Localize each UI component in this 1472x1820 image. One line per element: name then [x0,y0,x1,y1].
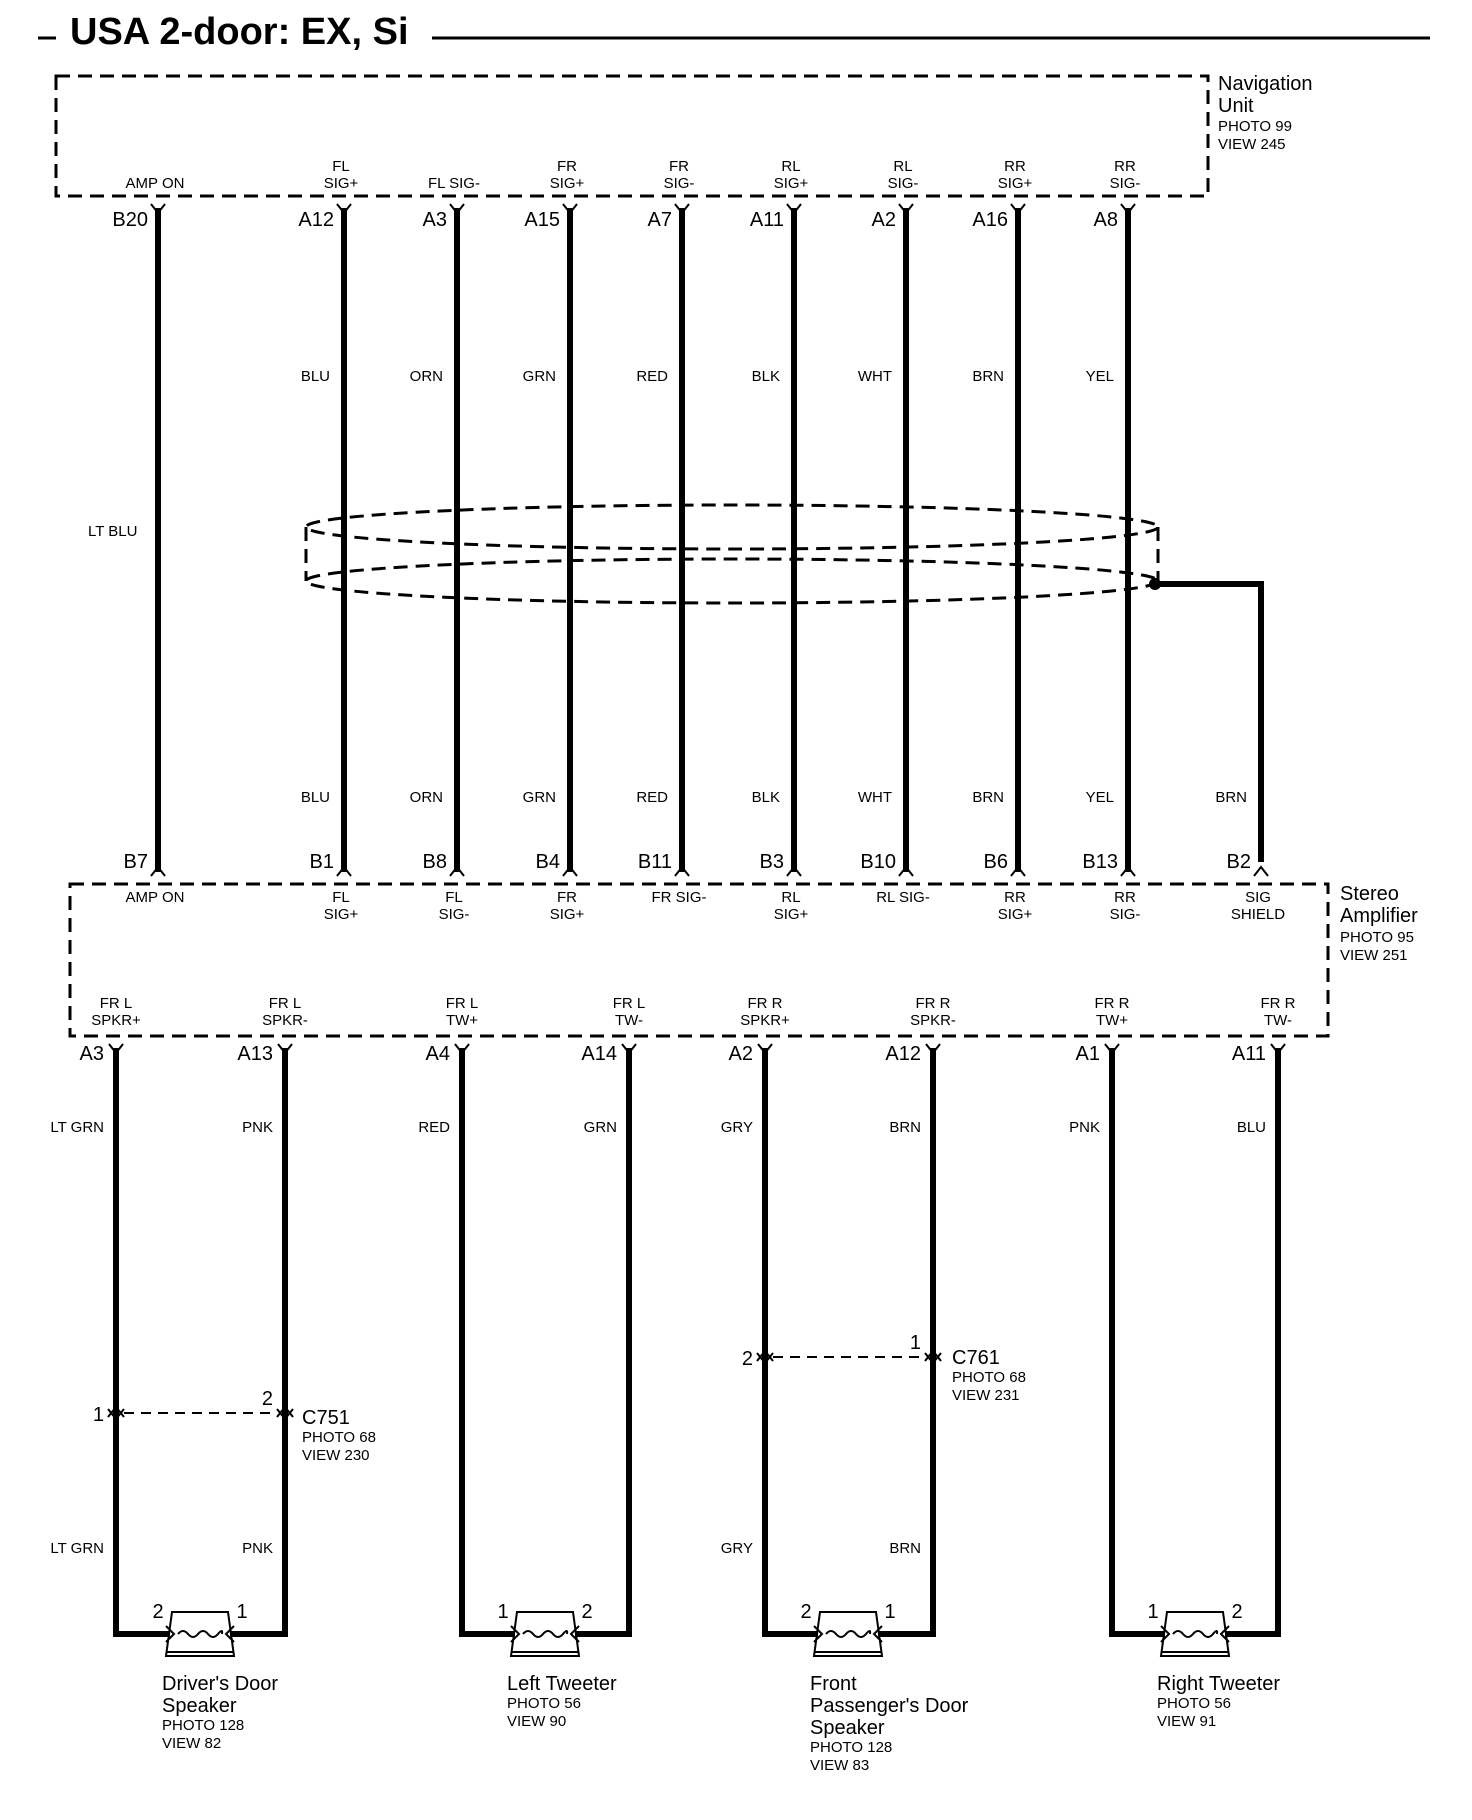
nav-pin-number: A15 [524,209,560,231]
speaker-cone [1161,1612,1229,1656]
stereo-amplifier-name-line1: Stereo [1340,883,1399,905]
amp-output-pin-label: FR L [445,995,479,1012]
speaker-coil [523,1631,567,1637]
connector-terminal-number: 1 [909,1332,921,1354]
wire-color-label-top: BRN [972,368,1004,385]
speaker-view: VIEW 82 [162,1735,222,1752]
speaker-icon [1161,1612,1229,1656]
amp-input-pin-number: B10 [860,851,896,873]
nav-pin-number: A8 [1093,209,1118,231]
speaker-photo: PHOTO 56 [507,1695,581,1712]
nav-pin-label: FL [332,158,350,175]
nav-pin-number: A16 [972,209,1008,231]
nav-pin-label: SIG- [887,175,919,192]
amp-input-pin-label: RR [1114,889,1136,906]
nav-pin-label: FR [669,158,689,175]
amp-input-pin-label: SIG- [1109,906,1141,923]
lower-wire-color-label: GRY [720,1119,753,1136]
lower-wire-color-label: PNK [242,1119,273,1136]
speaker-terminal-number: 1 [497,1601,509,1623]
amp-output-pin-number: A2 [728,1043,753,1065]
amp-output-pin-label: SPKR- [262,1012,308,1029]
nav-pin-number: A7 [647,209,672,231]
speaker-cone [814,1612,882,1656]
speaker-0 [116,1601,285,1752]
wire-color-label-bottom: BLU [300,789,330,806]
amp-output-pin-label: FR R [747,995,783,1012]
speaker-cone [511,1612,579,1656]
wire-color-label-top: YEL [1085,368,1114,385]
amp-input-pin-label: SHIELD [1230,906,1286,923]
speaker-name: Passenger's Door [810,1695,969,1717]
amp-input-pin-label: FL [445,889,463,906]
nav-pin-label: SIG+ [549,175,585,192]
amp-input-pin-number: B1 [309,851,334,873]
amp-output-pin-label: SPKR+ [740,1012,790,1029]
wire-color-label-bottom: YEL [1085,789,1114,806]
amplifier-input-pins [124,851,1286,923]
nav-pin-label: RR [1004,158,1026,175]
amp-input-pin-number: B6 [983,851,1008,873]
nav-pin-label: RL [893,158,913,175]
speaker-cone [166,1612,234,1656]
lower-wire-color-label: BLU [1236,1119,1266,1136]
wire-color-label-bottom: WHT [857,789,892,806]
speaker-name: Speaker [162,1695,237,1717]
signal-cable-shield [306,505,1261,862]
nav-pin-number: B20 [112,209,148,231]
speaker-name: Right Tweeter [1157,1673,1281,1695]
speaker-terminal-number: 2 [581,1601,593,1623]
nav-pin-label: SIG- [663,175,695,192]
amp-input-pin-number: B8 [422,851,447,873]
wire-color-label-top: RED [636,368,668,385]
connector-c761 [742,1332,1026,1404]
amp-input-pin-number: B3 [759,851,784,873]
amp-output-pin-label: FR L [612,995,646,1012]
navigation-unit-photo: PHOTO 99 [1218,118,1292,135]
speaker-photo: PHOTO 56 [1157,1695,1231,1712]
nav-pin-label: SIG+ [323,175,359,192]
lower-wire-color-label: PNK [1069,1119,1100,1136]
speaker-name: Left Tweeter [507,1673,617,1695]
shield-bottom-ellipse [306,559,1158,603]
stereo-amplifier-view: VIEW 251 [1340,947,1408,964]
amp-output-pin-label: SPKR- [910,1012,956,1029]
amp-input-pin-label: FR SIG- [651,889,707,906]
speaker-coil [826,1631,870,1637]
speaker-3 [1112,1601,1280,1730]
amp-input-pin-label: SIG+ [997,906,1033,923]
speaker-photo: PHOTO 128 [162,1717,245,1734]
speakers [116,1601,1280,1774]
connector-name: C761 [952,1347,1000,1369]
nav-pin-label: AMP ON [125,175,185,192]
speaker-terminal-number: 2 [800,1601,812,1623]
connector-terminal-number: 2 [261,1388,273,1410]
amp-input-pin-label: RR [1004,889,1026,906]
wire-color-label-bottom: BLK [751,789,780,806]
speaker-terminal-number: 1 [236,1601,248,1623]
nav-pin-number: A11 [749,209,784,231]
amp-output-pin-number: A13 [237,1043,273,1065]
amp-output-pin-number: A3 [79,1043,104,1065]
connector-view: VIEW 230 [302,1447,370,1464]
speaker-terminal-number: 2 [1231,1601,1243,1623]
speaker-icon [511,1612,579,1656]
wire-color-label-bottom: GRN [522,789,556,806]
navigation-unit-box [56,76,1208,196]
wire-color-label-bottom: BRN [1215,789,1247,806]
speaker-terminal-number: 1 [884,1601,896,1623]
connector-view: VIEW 231 [952,1387,1020,1404]
nav-pin-label: RL [781,158,801,175]
amp-output-pin-number: A12 [885,1043,921,1065]
amp-output-pin-number: A4 [425,1043,450,1065]
stereo-amplifier-name-line2: Amplifier [1340,905,1418,927]
connector-photo: PHOTO 68 [952,1369,1026,1386]
speaker-view: VIEW 90 [507,1713,567,1730]
amp-output-pin-label: FR R [1260,995,1296,1012]
amp-output-pin-label: TW+ [1095,1012,1129,1029]
amp-input-pin-label: RL [781,889,801,906]
speaker-photo: PHOTO 128 [810,1739,893,1756]
speaker-icon [814,1612,882,1656]
amp-output-pin-number: A14 [581,1043,617,1065]
diagram-title: USA 2-door: EX, Si [70,11,409,53]
lower-wire-color-label-after-connector: PNK [242,1540,273,1557]
amp-output-pin-label: FR R [1094,995,1130,1012]
amp-on-wire-color: LT BLU [88,523,138,540]
lower-wire-color-label: BRN [889,1119,921,1136]
speaker-icon [166,1612,234,1656]
amp-input-pin-number: B11 [637,851,672,873]
lower-wires [50,1048,1278,1634]
amp-input-pin-number: B13 [1082,851,1118,873]
amp-input-pin-number: B4 [535,851,560,873]
amp-input-pin-label: AMP ON [125,889,185,906]
amp-input-pin-label: FL [332,889,350,906]
speaker-coil [178,1631,222,1637]
wire-color-label-top: BLU [300,368,330,385]
amp-input-pin-label: SIG+ [773,906,809,923]
connector-terminal-number: 2 [741,1348,753,1370]
amp-input-pin-number: B2 [1226,851,1251,873]
navigation-unit-view: VIEW 245 [1218,136,1286,153]
lower-wire-color-label: GRN [583,1119,617,1136]
shield-top-ellipse [306,505,1158,549]
nav-pin-number: A2 [871,209,896,231]
amp-input-pin-label: RL SIG- [876,889,930,906]
speaker-terminal-number: 2 [152,1601,164,1623]
connector-c751 [93,1388,376,1464]
wire-color-label-top: BLK [751,368,780,385]
nav-pin-label: FL SIG- [428,175,480,192]
amp-input-pin-label: SIG [1245,889,1271,906]
wire-color-label-top: WHT [857,368,892,385]
connector-name: C751 [302,1407,350,1429]
inline-connectors [93,1332,1026,1464]
amp-output-pin-label: FR L [268,995,302,1012]
wire-color-label-bottom: ORN [409,789,443,806]
speaker-1 [462,1601,629,1730]
speaker-name: Driver's Door [162,1673,279,1695]
nav-pin-label: FR [557,158,577,175]
speaker-coil [1173,1631,1217,1637]
wire-color-label-bottom: BRN [972,789,1004,806]
amp-output-pin-label: TW- [614,1012,644,1029]
lower-wire-color-label-after-connector: LT GRN [50,1540,104,1557]
amp-input-pin-label: SIG- [438,906,470,923]
wire-color-label-bottom: RED [636,789,668,806]
lower-wire-color-label: LT GRN [50,1119,104,1136]
lower-wire-color-label-after-connector: BRN [889,1540,921,1557]
nav-pin-label: SIG- [1109,175,1141,192]
nav-pin-label: SIG+ [773,175,809,192]
lower-wire-color-label: RED [418,1119,450,1136]
amp-input-pin-number: B7 [123,851,148,873]
stereo-amplifier-photo: PHOTO 95 [1340,929,1414,946]
speaker-view: VIEW 83 [810,1757,870,1774]
wire-color-label-top: GRN [522,368,556,385]
speaker-2 [765,1601,969,1774]
amp-output-pin-number: A1 [1075,1043,1100,1065]
connector-photo: PHOTO 68 [302,1429,376,1446]
amp-input-pin-label: SIG+ [549,906,585,923]
connector-terminal-number: 1 [92,1404,104,1426]
amp-output-pin-label: TW+ [445,1012,479,1029]
nav-pin-number: A12 [298,209,334,231]
amp-output-pin-label: FR R [915,995,951,1012]
speaker-name: Speaker [810,1717,885,1739]
amp-output-pin-label: TW- [1263,1012,1293,1029]
navigation-unit-name-line1: Navigation [1218,73,1313,95]
amp-output-pin-number: A11 [1231,1043,1266,1065]
lower-wire-color-label-after-connector: GRY [720,1540,753,1557]
speaker-view: VIEW 91 [1157,1713,1217,1730]
amp-output-pin-label: FR L [99,995,133,1012]
wire-color-label-top: ORN [409,368,443,385]
navigation-unit-name-line2: Unit [1218,95,1254,117]
shield-drain-wire [1158,584,1261,862]
nav-pin-number: A3 [422,209,447,231]
amp-output-pin-label: SPKR+ [91,1012,141,1029]
nav-pin-label: SIG+ [997,175,1033,192]
nav-pin-label: RR [1114,158,1136,175]
amp-input-pin-label: FR [557,889,577,906]
amp-input-pin-terminal [1254,867,1268,876]
speaker-name: Front [810,1673,857,1695]
speaker-terminal-number: 1 [1147,1601,1159,1623]
amp-input-pin-label: SIG+ [323,906,359,923]
